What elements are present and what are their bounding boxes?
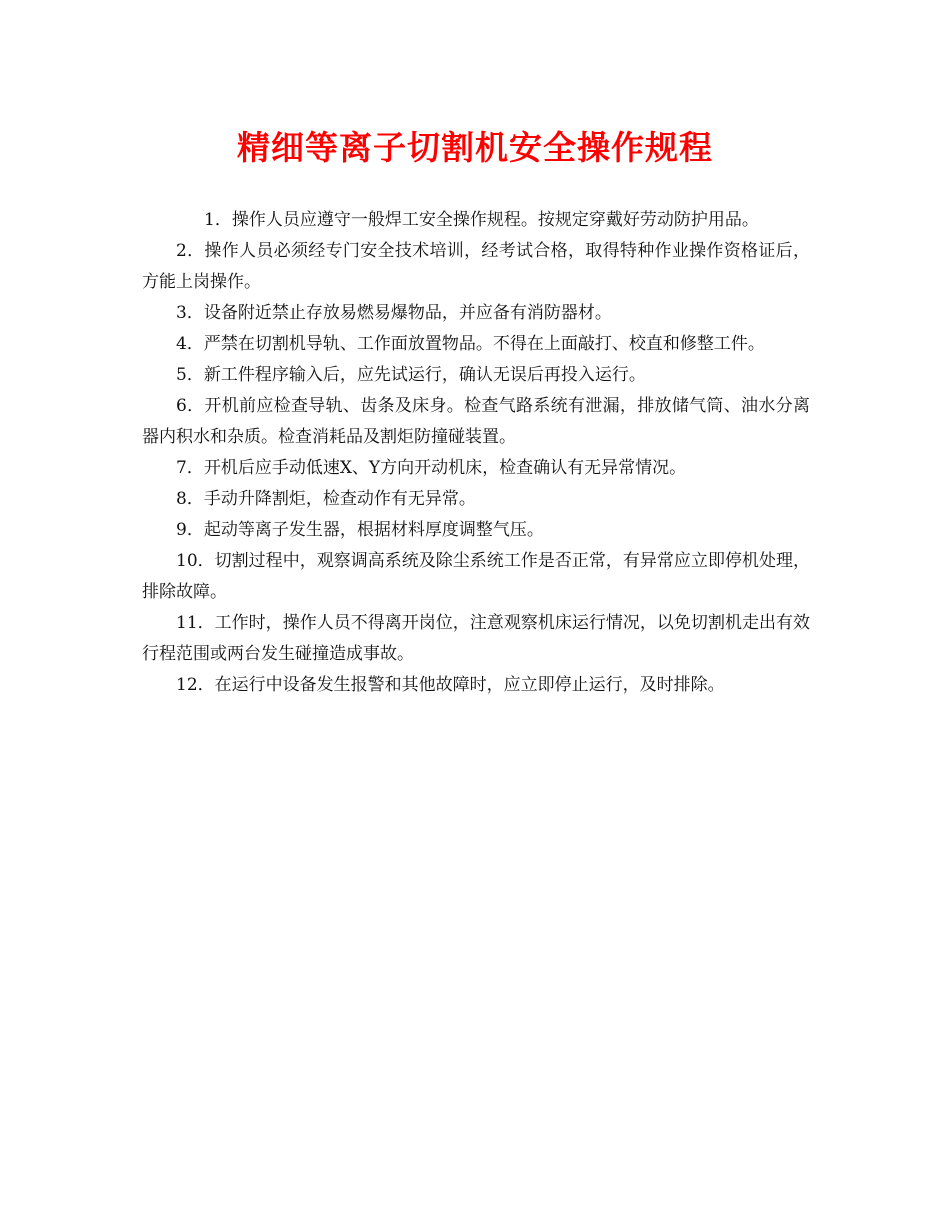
rule-paragraph-9: 9．起动等离子发生器，根据材料厚度调整气压。	[176, 520, 544, 540]
rule-paragraph-3: 3．设备附近禁止存放易燃易爆物品，并应备有消防器材。	[176, 303, 612, 323]
rule-paragraph-7: 7．开机后应手动低速X、Y方向开动机床，检查确认有无异常情况。	[176, 458, 687, 478]
rule-paragraph-10: 10．切割过程中，观察调高系统及除尘系统工作是否正常，有异常应立即停机处理，排除故障。	[142, 551, 810, 602]
rule-paragraph-1: 1．操作人员应遵守一般焊工安全操作规程。按规定穿戴好劳动防护用品。	[204, 210, 759, 230]
rule-paragraph-6: 6．开机前应检查导轨、齿条及床身。检查气路系统有泄漏，排放储气筒、油水分离器内积水和杂质。检查消耗品及割炬防撞碰装置。	[142, 396, 810, 447]
rule-paragraph-11: 11．工作时，操作人员不得离开岗位，注意观察机床运行情况，以免切割机走出有效行程范围或两台发生碰撞造成事故。	[142, 613, 810, 664]
rule-paragraph-5: 5．新工件程序输入后，应先试运行，确认无误后再投入运行。	[176, 365, 646, 385]
rule-paragraph-12: 12．在运行中设备发生报警和其他故障时，应立即停止运行，及时排除。	[176, 675, 725, 695]
rule-paragraph-4: 4．严禁在切割机导轨、工作面放置物品。不得在上面敲打、校直和修整工件。	[176, 334, 765, 354]
rule-paragraph-2: 2．操作人员必须经专门安全技术培训，经考试合格，取得特种作业操作资格证后，方能上岗操作。	[142, 241, 810, 292]
rule-paragraph-8: 8．手动升降割炬，检查动作有无异常。	[176, 489, 476, 509]
document-body	[142, 205, 810, 701]
document-title: 精细等离子切割机安全操作规程	[237, 128, 713, 167]
